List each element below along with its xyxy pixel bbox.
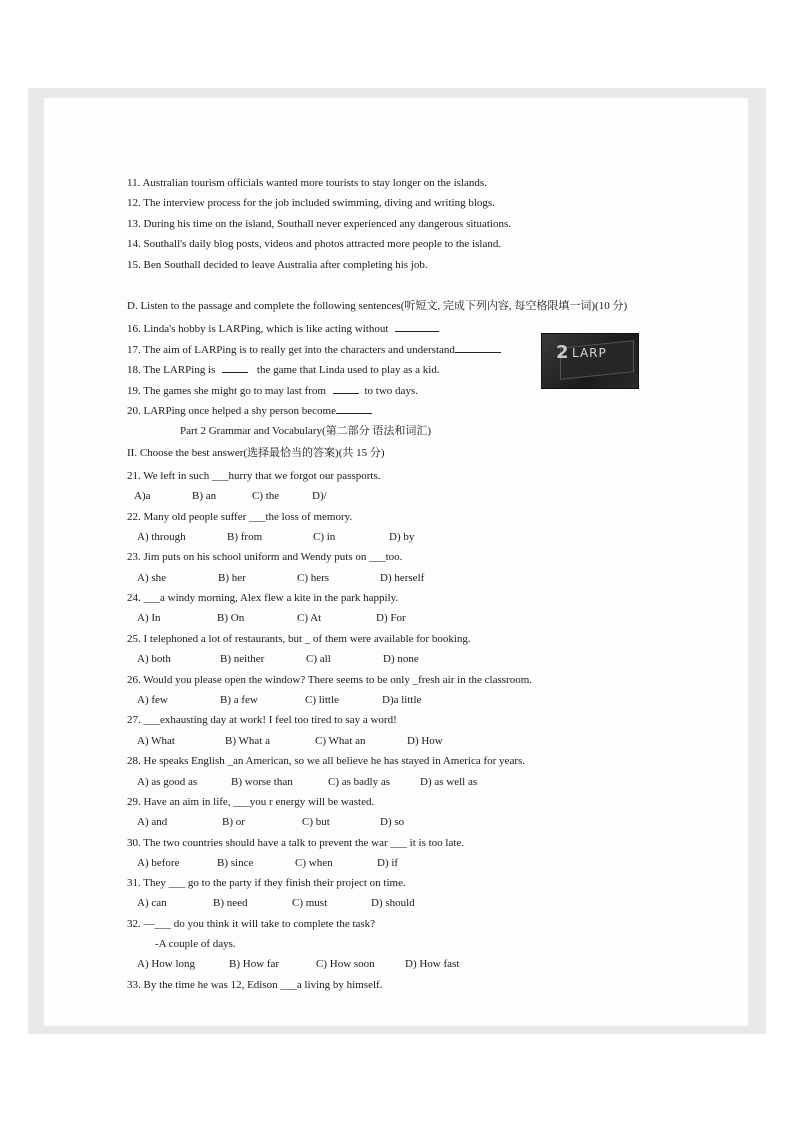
question-18-text-b: the game that Linda used to play as a kid. [256,364,440,376]
question-31-stem: 31. They ___ go to the party if they finish their project on time. [127,877,406,889]
part2-instruction: II. Choose the best answer(选择最恰当的答案)(共 15 分) [127,447,385,459]
q25-option-c: C) all [306,653,331,665]
q28-option-d: D) as well as [420,776,478,788]
q23-option-c: C) hers [297,572,330,584]
q22-option-b: B) from [227,531,263,543]
q26-option-a: A) few [137,694,168,706]
question-18-text-a: 18. The LARPing is [127,364,216,376]
larp-photo [541,333,639,389]
question-20 [127,403,372,418]
question-20-text: 20. LARPing once helped a shy person become [127,405,336,417]
q31-option-b: B) need [213,897,248,909]
q29-option-a: A) and [137,816,168,828]
q29-option-c: C) but [302,816,330,828]
q27-option-c: C) What an [315,735,366,747]
q24-option-a: A) In [137,612,161,624]
q24-option-c: C) At [297,612,322,624]
q26-option-c: C) little [305,694,339,706]
q23-option-a: A) she [137,572,167,584]
q31-option-a: A) can [137,897,167,909]
q23-option-d: D) herself [380,572,425,584]
q25-option-d: D) none [383,653,419,665]
q30-option-c: C) when [295,857,333,869]
statement-13: 13. During his time on the island, Southall never experienced any dangerous situations. [127,218,512,230]
q28-option-b: B) worse than [231,776,293,788]
q21-option-d: D)/ [312,490,327,502]
question-19-text-b: to two days. [364,385,418,397]
q25-option-b: B) neither [220,653,265,665]
q24-option-b: B) On [217,612,245,624]
part2-title: Part 2 Grammar and Vocabulary(第二部分 语法和词汇) [180,425,432,437]
photo-number: 2 [556,342,569,363]
question-17-text: 17. The aim of LARPing is to really get into the characters and understand [127,344,455,356]
q21-option-c: C) the [252,490,280,502]
question-25-stem: 25. I telephoned a lot of restaurants, but _ of them were available for booking. [127,633,471,645]
q27-option-a: A) What [137,735,175,747]
answer-blank [455,342,501,353]
q24-option-d: D) For [376,612,406,624]
q22-option-d: D) by [389,531,415,543]
q31-option-d: D) should [371,897,415,909]
q30-option-d: D) if [377,857,399,869]
q28-option-a: A) as good as [137,776,198,788]
q31-option-c: C) must [292,897,328,909]
q32-option-b: B) How far [229,958,280,970]
answer-blank [333,383,359,394]
question-16 [127,321,439,336]
question-18 [127,362,440,377]
q26-option-b: B) a few [220,694,258,706]
q21-option-a: A)a [134,490,151,502]
answer-blank [222,362,248,373]
question-19 [127,383,418,398]
statement-12: 12. The interview process for the job included swimming, diving and writing blogs. [127,197,495,209]
q32-option-a: A) How long [137,958,196,970]
q30-option-b: B) since [217,857,254,869]
question-28-stem: 28. He speaks English _an American, so we all believe he has stayed in America for years. [127,755,526,767]
answer-blank [336,403,372,414]
photo-label: LARP [572,346,607,360]
q22-option-c: C) in [313,531,336,543]
q25-option-a: A) both [137,653,171,665]
question-30-stem: 30. The two countries should have a talk to prevent the war ___ it is too late. [127,837,465,849]
question-32-stem: 32. —___ do you think it will take to complete the task? [127,918,376,930]
question-16-text: 16. Linda's hobby is LARPing, which is like acting without [127,323,389,335]
question-24-stem: 24. ___a windy morning, Alex flew a kite in the park happily. [127,592,399,604]
question-22-stem: 22. Many old people suffer ___the loss of memory. [127,511,353,523]
q21-option-b: B) an [192,490,217,502]
q30-option-a: A) before [137,857,180,869]
statement-11: 11. Australian tourism officials wanted more tourists to stay longer on the islands. [127,177,487,189]
statement-14: 14. Southall's daily blog posts, videos and photos attracted more people to the island. [127,238,502,250]
statement-15: 15. Ben Southall decided to leave Australia after completing his job. [127,259,428,271]
q32-reply: -A couple of days. [155,938,236,950]
q26-option-d: D)a little [382,694,422,706]
question-33-stem: 33. By the time he was 12, Edison ___a living by himself. [127,979,383,991]
q29-option-d: D) so [380,816,405,828]
question-21-stem: 21. We left in such ___hurry that we forgot our passports. [127,470,381,482]
answer-blank [395,321,439,332]
section-d-instruction: D. Listen to the passage and complete the following sentences(听短文, 完成下列内容, 每空格限填一词)(10 分) [127,300,628,312]
question-23-stem: 23. Jim puts on his school uniform and Wendy puts on ___too. [127,551,403,563]
q32-option-c: C) How soon [316,958,375,970]
question-17 [127,342,501,357]
q27-option-d: D) How [407,735,443,747]
question-26-stem: 26. Would you please open the window? There seems to be only _fresh air in the classroom. [127,674,533,686]
question-29-stem: 29. Have an aim in life, ___you r energy will be wasted. [127,796,375,808]
question-19-text-a: 19. The games she might go to may last from [127,385,326,397]
q32-option-d: D) How fast [405,958,460,970]
q27-option-b: B) What a [225,735,271,747]
question-27-stem: 27. ___exhausting day at work! I feel too tired to say a word! [127,714,397,726]
q29-option-b: B) or [222,816,245,828]
q28-option-c: C) as badly as [328,776,391,788]
q22-option-a: A) through [137,531,186,543]
q23-option-b: B) her [218,572,246,584]
